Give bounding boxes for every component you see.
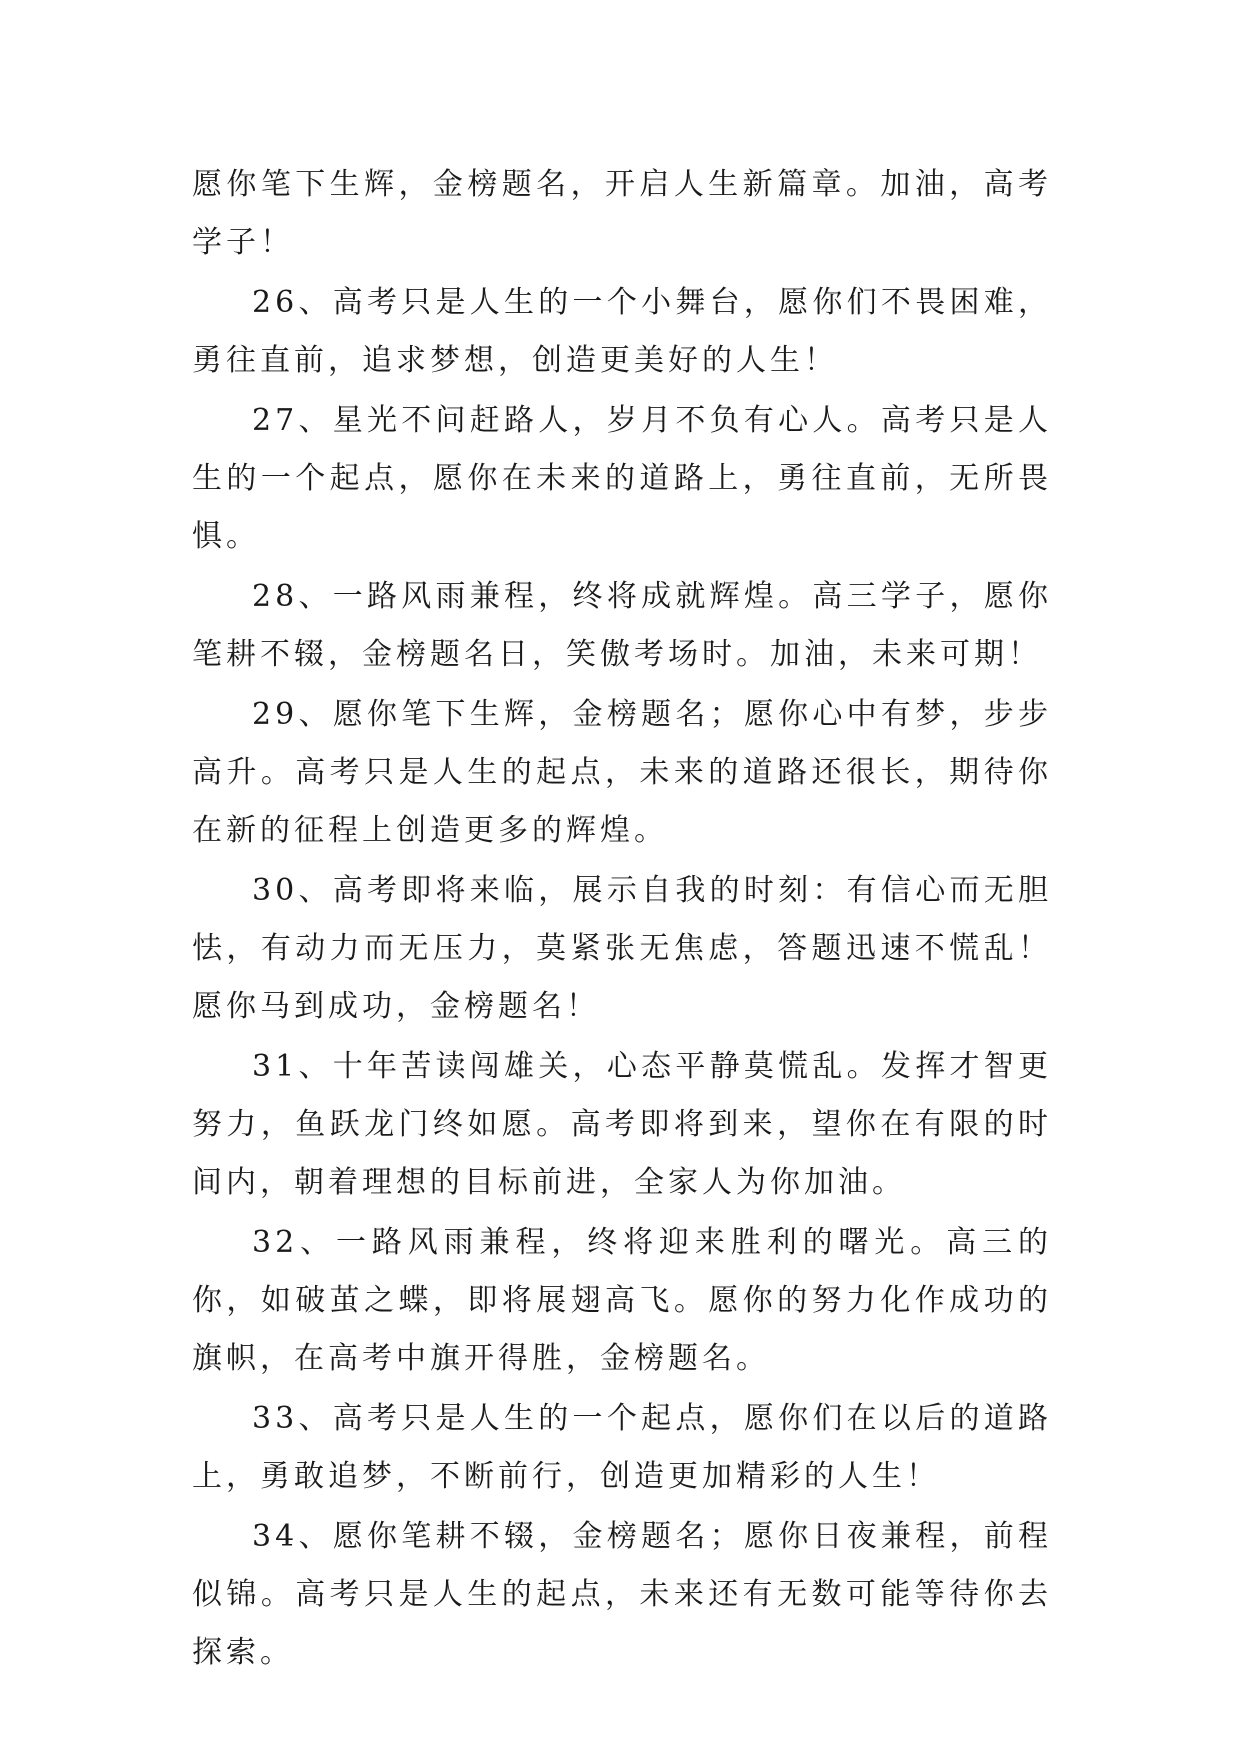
paragraph-26: 26、高考只是人生的一个小舞台，愿你们不畏困难，勇往直前，追求梦想，创造更美好的人生！ <box>192 285 1052 378</box>
paragraph-33: 33、高考只是人生的一个起点，愿你们在以后的道路上，勇敢追梦，不断前行，创造更加精彩的人生！ <box>192 1401 1052 1494</box>
document-body <box>192 156 1052 1682</box>
paragraph-29: 29、愿你笔下生辉，金榜题名；愿你心中有梦，步步高升。高考只是人生的起点，未来的道路还很长，期待你在新的征程上创造更多的辉煌。 <box>192 697 1052 848</box>
paragraph-32: 32、一路风雨兼程，终将迎来胜利的曙光。高三的你，如破茧之蝶，即将展翅高飞。愿你的努力化作成功的旗帜，在高考中旗开得胜，金榜题名。 <box>192 1225 1052 1376</box>
paragraph-31: 31、十年苦读闯雄关，心态平静莫慌乱。发挥才智更努力，鱼跃龙门终如愿。高考即将到来，望你在有限的时间内，朝着理想的目标前进，全家人为你加油。 <box>192 1049 1052 1200</box>
paragraph-continuation: 愿你笔下生辉，金榜题名，开启人生新篇章。加油，高考学子！ <box>192 167 1052 260</box>
paragraph-34: 34、愿你笔耕不辍，金榜题名；愿你日夜兼程，前程似锦。高考只是人生的起点，未来还有无数可能等待你去探索。 <box>192 1519 1052 1670</box>
paragraph-28: 28、一路风雨兼程，终将成就辉煌。高三学子，愿你笔耕不辍，金榜题名日，笑傲考场时。加油，未来可期！ <box>192 579 1052 672</box>
paragraph-30: 30、高考即将来临，展示自我的时刻：有信心而无胆怯，有动力而无压力，莫紧张无焦虑，答题迅速不慌乱！愿你马到成功，金榜题名！ <box>192 873 1052 1024</box>
paragraph-27: 27、星光不问赶路人，岁月不负有心人。高考只是人生的一个起点，愿你在未来的道路上，勇往直前，无所畏惧。 <box>192 403 1052 554</box>
